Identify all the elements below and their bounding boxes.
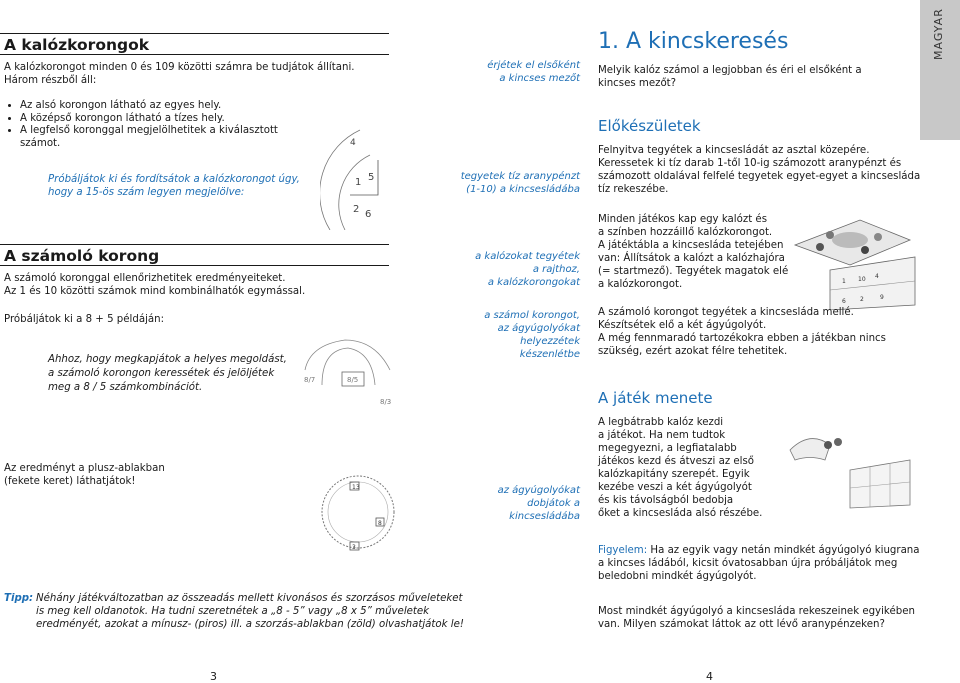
list-item: • A legfelső koronggal megjelölhetitek a kiválasztott számot. [20,125,290,150]
coin-4: 4 [875,273,879,280]
throw-illustration [780,420,920,510]
szamolo-title: A számoló korong [0,244,389,266]
setup-line-5: (= startmező). Tegyétek magatok elé [598,266,789,277]
disc-digit-5: 5 [368,172,375,183]
disc-digit-4: 4 [350,138,356,148]
game-flow-title: A játék menete [598,389,713,407]
flow-line-7: és kis távolságból bedobja [598,495,734,506]
tipp-line-2: is meg kell oldanotok. Ha tudni szeretnétek a „8 - 5” vagy „8 x 5” műveletek [36,606,430,617]
language-tab [920,0,960,140]
prep-line-4: tíz rekeszébe. [598,184,669,195]
coin-6: 6 [842,298,846,305]
prep-line-3: számozott oldalával felfelé tegyetek egyet-egyet a kincsesláda [598,171,921,182]
szamolo-i2: a számoló korongon keressétek és jelöljétek [48,368,275,379]
instruction-line-1: Próbáljátok ki és fordítsátok a kalózkorongot úgy, [48,174,300,185]
attention-line-1: Ha az egyik vagy netán mindkét ágyúgolyó kiugrana [650,545,920,556]
setup-line-3: A játéktábla a kincsesláda tetejében [598,240,784,251]
disc-digit-2: 2 [353,204,360,215]
tipp-label: Tipp: [4,593,34,604]
tipp-line-1: Néhány játékváltozatban az összeadás mellett kivonásos és szorzásos műveleteket [36,593,463,604]
intro-line-2: Három részből áll: [4,75,97,86]
flow-line-3: megegyezni, a legfiatalabb [598,443,737,454]
goal-line-1: Melyik kalóz számol a legjobban és éri el elsőként a [598,65,862,76]
final-line-1: Most mindkét ágyúgolyó a kincsesláda rekeszeinek egyikében [598,606,915,617]
calc-line-4: szükség, ezért azokat félre tehetitek. [598,346,788,357]
preparation-title: Előkészületek [598,117,701,135]
caption-treasure-field: érjétek el elsőként a kincses mezőt [487,60,580,84]
calculator-disc-detail [300,330,395,410]
calc-line-2: Készítsétek elő a két ágyúgolyót. [598,320,767,331]
combo-8-7: 8/7 [304,376,316,384]
flow-line-2: a játékot. Ha nem tudtok [598,430,726,441]
calc-line-1: A számoló korongot tegyétek a kincsesláda mellé. [598,307,854,318]
attention-block [598,544,928,557]
final-line-2: van. Milyen számokat láttok az ott lévő aranypénzeken? [598,619,885,630]
disc-parts-list [4,100,290,150]
attention-line-3: beledobni mindkét ágyúgolyót. [598,571,757,582]
coin-9: 9 [880,294,884,301]
flow-line-8: őket a kincsesláda alsó részébe. [598,508,763,519]
flow-line-6: kezébe veszi a két ágyúgolyót [598,482,752,493]
szamolo-i1: Ahhoz, hogy megkapjátok a helyes megoldást, [48,354,287,365]
combo-8-3: 8/3 [380,398,392,406]
szamolo-p3: Próbáljátok ki a 8 + 5 példáján: [4,314,165,325]
caption-gold-coins: tegyetek tíz aranypénzt (1-10) a kincsesládába [460,171,580,195]
page-number-right: 4 [706,670,713,683]
list-item: • Az alsó korongon látható az egyes hely. [20,100,290,113]
szamolo-r1: Az eredményt a plusz-ablakban [4,463,165,474]
instruction-line-2: hogy a 15-ös szám legyen megjelölve: [48,187,245,198]
language-label: MAGYAR [932,8,945,60]
result-13: 13 [352,484,360,491]
setup-line-2: a színben hozzáillő kalózkorongot. [598,227,773,238]
flow-line-4: játékos kezd és átveszi az első [598,456,755,467]
combo-8-5: 8/5 [347,376,359,384]
setup-line-1: Minden játékos kap egy kalózt és [598,214,768,225]
calc-line-3: A még fennmaradó tartozékokra ebben a játékban nincs [598,333,886,344]
intro-line-1: A kalózkorongot minden 0 és 109 közötti számra be tudjátok állítani. [4,62,355,73]
flow-line-5: kalózkapitány szerepét. Egyik [598,469,750,480]
attention-line-2: a kincses ládából, kicsit óvatosabban újra próbáljátok meg [598,558,898,569]
coin-2: 2 [860,296,864,303]
disc-digit-6: 6 [365,209,372,220]
page-number-left: 3 [210,670,217,683]
coin-1: 1 [842,278,846,285]
szamolo-p2: Az 1 és 10 közötti számok mind kombinálhatók egymással. [4,286,306,297]
caption-pirates-start: a kalózokat tegyétek a rajthoz, a kalózkorongokat [475,251,580,288]
game-title: 1. A kincskeresés [598,29,789,54]
goal-line-2: kincses mezőt? [598,78,677,89]
list-item: • A középső korongon látható a tízes hely. [20,113,290,126]
setup-line-6: a kalózkorongot. [598,279,683,290]
calculator-disc-full [318,470,398,555]
szamolo-r2: (fekete keret) láthatjátok! [4,476,136,487]
result-3: 3 [352,544,356,551]
caption-throw-balls: az ágyúgolyókat dobjátok a kincsesládába [497,485,580,522]
flow-line-1: A legbátrabb kalóz kezdi [598,417,724,428]
caption-calculator-ready: a számol korongot, az ágyúgolyókat helyezzétek készenlétbe [484,310,580,360]
kalozkorongok-title: A kalózkorongok [0,33,389,55]
pirate-disc-illustration [320,120,400,230]
setup-line-4: van: Állítsátok a kalózt a kalózhajóra [598,253,785,264]
prep-line-1: Felnyitva tegyétek a kincsesládát az asztal közepére. [598,145,870,156]
szamolo-p1: A számoló koronggal ellenőrizhetitek eredményeiteket. [4,273,286,284]
coin-10: 10 [858,276,866,283]
szamolo-i3: meg a 8 / 5 számkombinációt. [48,382,203,393]
result-8: 8 [378,520,382,527]
attention-label: Figyelem: [598,545,648,556]
treasure-chest-illustration [790,215,920,310]
prep-line-2: Keressetek ki tíz darab 1-től 10-ig számozott aranypénzt és [598,158,902,169]
disc-digit-1: 1 [355,177,362,188]
tipp-line-3: eredményét, azokat a mínusz- (piros) ill. a szorzás-ablakban (zöld) olvashatjátok le! [36,619,464,630]
